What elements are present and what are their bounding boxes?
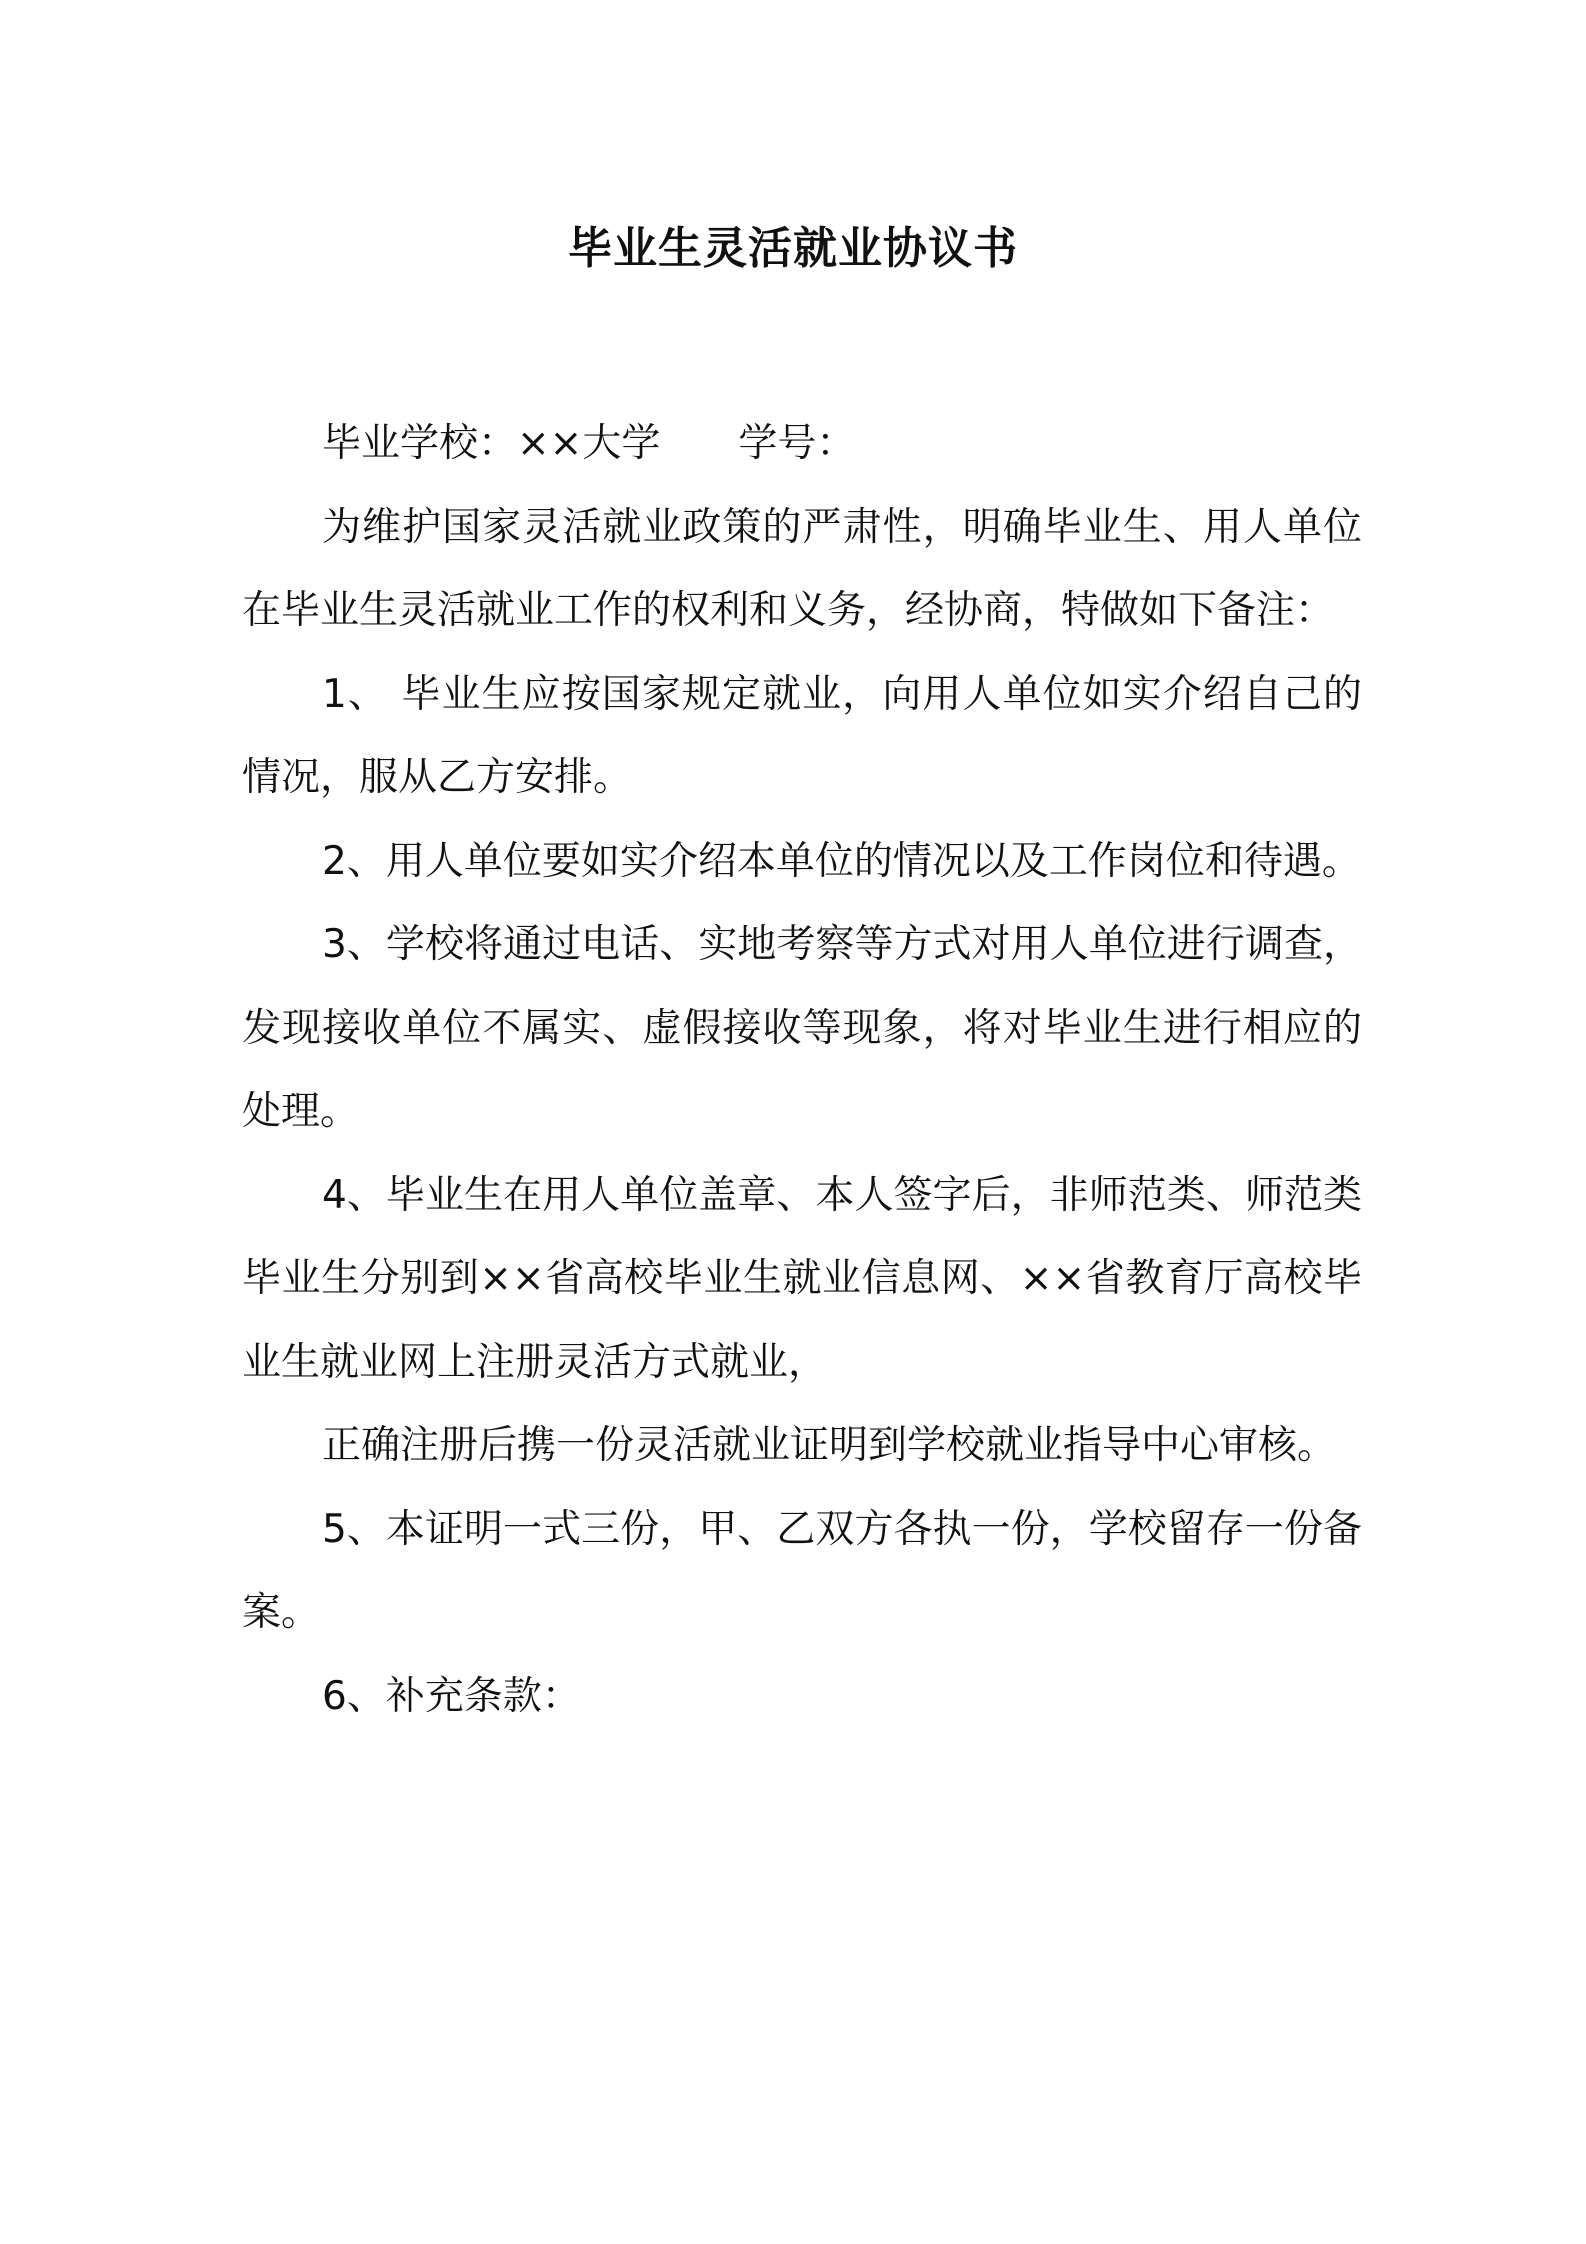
clause-4: 4、毕业生在用人单位盖章、本人签字后，非师范类、师范类毕业生分别到××省高校毕业生就业信息网、××省教育厅高校毕业生就业网上注册灵活方式就业， [242, 1172, 1362, 1385]
school-info-line: 毕业学校：××大学 学号： [322, 421, 856, 466]
clause-3: 3、学校将通过电话、实地考察等方式对用人单位进行调查，发现接收单位不属实、虚假接收等现象，将对毕业生进行相应的处理。 [242, 922, 1362, 1134]
clause-1: 1、 毕业生应按国家规定就业，向用人单位如实介绍自己的情况，服从乙方安排。 [242, 671, 1362, 800]
clause-4-continuation: 正确注册后携一份灵活就业证明到学校就业指导中心审核。 [322, 1423, 1337, 1468]
document-title: 毕业生灵活就业协议书 [568, 223, 1018, 274]
clause-5: 5、本证明一式三份，甲、乙双方各执一份，学校留存一份备案。 [242, 1506, 1362, 1635]
document-body [242, 402, 1362, 1738]
clause-2: 2、用人单位要如实介绍本单位的情况以及工作岗位和待遇。 [322, 838, 1361, 884]
preamble-paragraph: 为维护国家灵活就业政策的严肃性，明确毕业生、用人单位在毕业生灵活就业工作的权利和义务，经协商，特做如下备注： [242, 504, 1362, 633]
clause-6-supplementary: 6、补充条款： [322, 1673, 581, 1719]
